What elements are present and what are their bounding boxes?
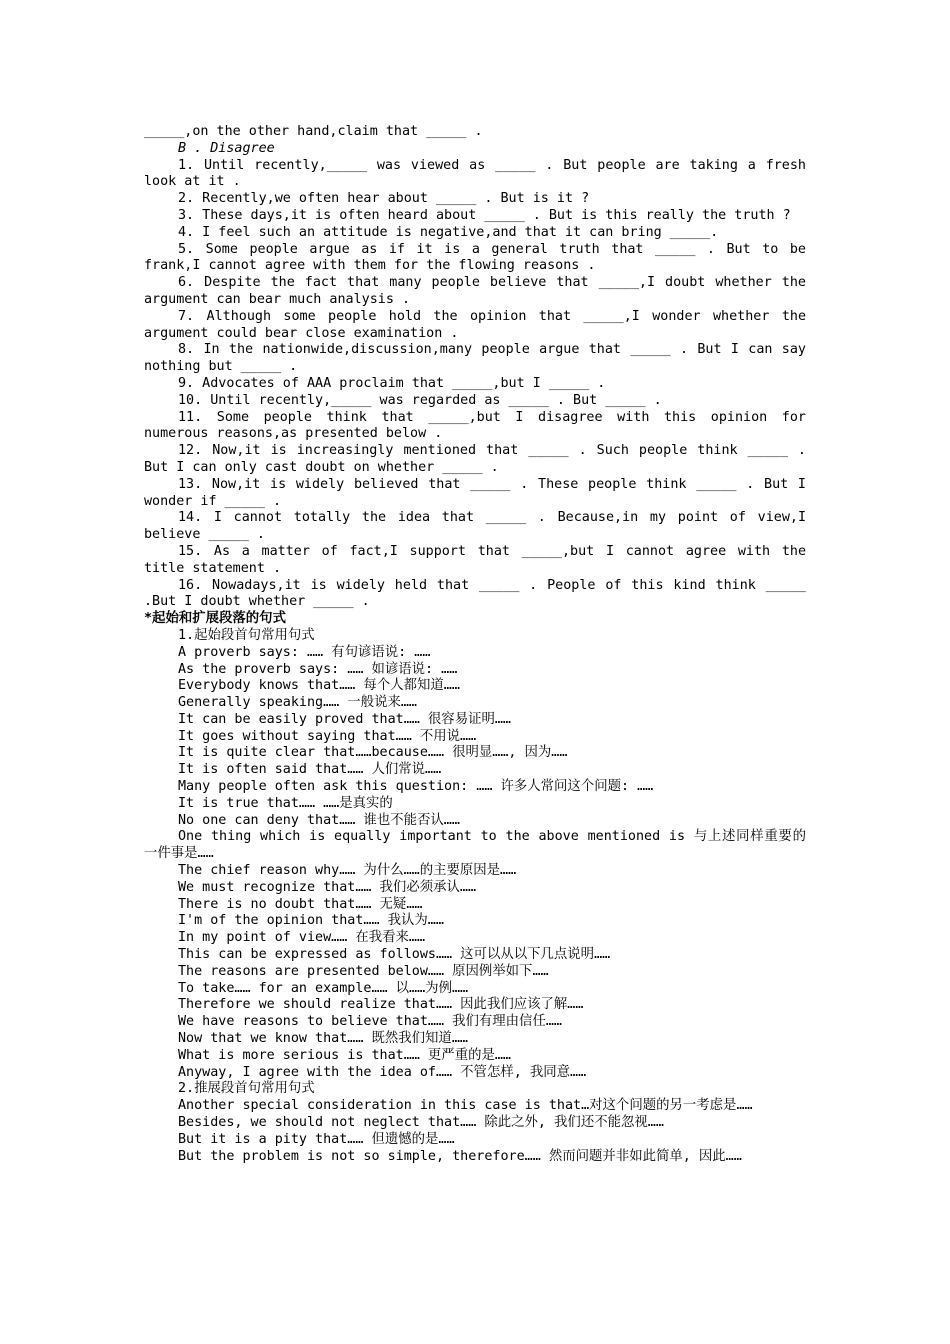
document-page (144, 124, 806, 1165)
list-item: 3. These days,it is often heard about _____ . But is this really the truth ? (178, 207, 791, 223)
subsection-heading: 2.推展段首句常用句式 (178, 1081, 315, 1097)
subsection-heading: 1.起始段首句常用句式 (178, 627, 315, 643)
phrase-item: It is quite clear that……because…… 很明显……, 因为…… (178, 745, 568, 761)
list-item: 14. I cannot totally the idea that _____ . Because,in my point of view,I believe _____ . (144, 510, 806, 543)
phrase-item: But the problem is not so simple, therefore…… 然而问题并非如此简单, 因此…… (178, 1148, 742, 1164)
phrase-item: The reasons are presented below…… 原因例举如下…… (178, 963, 549, 979)
list-item: 6. Despite the fact that many people believe that _____,I doubt whether the argument can bear much analysis . (144, 275, 806, 307)
phrase-item: Another special consideration in this case is that…对这个问题的另一考虑是…… (178, 1098, 753, 1114)
list-item: 12. Now,it is increasingly mentioned that _____ . Such people think _____ . But I can only cast doubt on whether _____ . (144, 443, 806, 475)
phrase-item: I'm of the opinion that…… 我认为…… (178, 913, 444, 929)
phrase-item: It can be easily proved that…… 很容易证明…… (178, 711, 511, 727)
list-item: 2. Recently,we often hear about _____ . But is it ? (178, 191, 590, 207)
phrase-item: We must recognize that…… 我们必须承认…… (178, 879, 477, 895)
list-item: 11. Some people think that _____,but I disagree with this opinion for numerous reasons,as presented below . (144, 409, 806, 442)
phrase-item: No one can deny that…… 谁也不能否认…… (178, 812, 460, 828)
phrase-item: What is more serious is that…… 更严重的是…… (178, 1047, 511, 1063)
list-item: 16. Nowadays,it is widely held that _____ . People of this kind think _____ .But I doubt whether _____ . (144, 577, 806, 610)
phrase-item: Besides, we should not neglect that…… 除此之外, 我们还不能忽视…… (178, 1115, 664, 1131)
phrase-item: To take…… for an example…… 以……为例…… (178, 980, 469, 996)
list-item: 1. Until recently,_____ was viewed as _____ . But people are taking a fresh look at it . (144, 157, 806, 190)
list-item: 7. Although some people hold the opinion that _____,I wonder whether the argument could bear close examination . (144, 308, 806, 341)
phrase-item: Therefore we should realize that…… 因此我们应该了解…… (178, 997, 584, 1013)
phrase-item: Generally speaking…… 一般说来…… (178, 695, 417, 711)
phrase-item: But it is a pity that…… 但遗憾的是…… (178, 1131, 455, 1147)
phrase-item: The chief reason why…… 为什么……的主要原因是…… (178, 863, 517, 879)
phrase-item: Now that we know that…… 既然我们知道…… (178, 1031, 468, 1047)
section-title: *起始和扩展段落的句式 (144, 611, 286, 627)
phrase-item: Many people often ask this question: …… 许多人常问这个问题: …… (178, 779, 654, 795)
phrase-item: Everybody knows that…… 每个人都知道…… (178, 678, 460, 694)
phrase-item: In my point of view…… 在我看来…… (178, 930, 426, 946)
list-item: 15. As a matter of fact,I support that _____,but I cannot agree with the title statement . (144, 543, 806, 576)
list-item: 8. In the nationwide,discussion,many people argue that _____ . But I can say nothing but _____ . (144, 342, 806, 375)
section-b-heading: B . Disagree (178, 140, 275, 156)
phrase-item: As the proverb says: …… 如谚语说: …… (178, 661, 458, 677)
phrase-item: This can be expressed as follows…… 这可以从以下几点说明…… (178, 947, 611, 963)
phrase-item: Anyway, I agree with the idea of…… 不管怎样, 我同意…… (178, 1064, 587, 1080)
phrase-item: One thing which is equally important to the above mentioned is 与上述同样重要的一件事是…… (144, 829, 806, 862)
list-item: 10. Until recently,_____ was regarded as _____ . But _____ . (178, 392, 662, 408)
phrase-item: There is no doubt that…… 无疑…… (178, 896, 423, 912)
list-item: 5. Some people argue as if it is a general truth that _____ . But to be frank,I cannot agree with them for the flowing reasons . (144, 241, 806, 274)
phrase-item: A proverb says: …… 有句谚语说: …… (178, 644, 431, 660)
list-item: 9. Advocates of AAA proclaim that _____,but I _____ . (178, 375, 606, 391)
intro-line: _____,on the other hand,claim that _____ . (144, 124, 483, 139)
phrase-item: It is often said that…… 人们常说…… (178, 762, 442, 778)
phrase-item: It goes without saying that…… 不用说…… (178, 728, 477, 744)
phrase-item: We have reasons to believe that…… 我们有理由信任…… (178, 1014, 562, 1030)
list-item: 13. Now,it is widely believed that _____ . These people think _____ . But I wonder if _____ . (144, 476, 806, 509)
phrase-item: It is true that…… ……是真实的 (178, 795, 393, 811)
list-item: 4. I feel such an attitude is negative,and that it can bring _____. (178, 224, 719, 240)
